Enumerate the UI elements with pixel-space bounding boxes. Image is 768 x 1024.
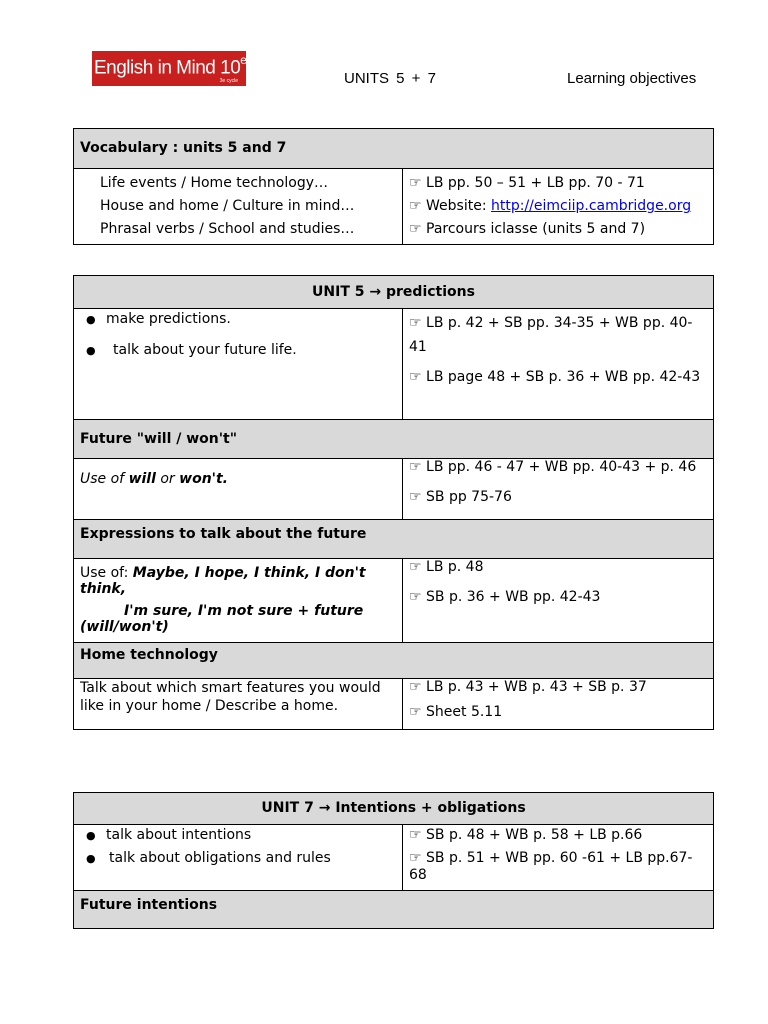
pointing-hand-icon: ☞ (409, 315, 422, 331)
pointing-hand-icon: ☞ (409, 850, 422, 866)
reference-item: ☞ LB p. 48 (409, 559, 484, 575)
vocabulary-topics (74, 169, 403, 245)
home-technology-references (403, 679, 714, 730)
expressions-line: I'm sure, I'm not sure + future (will/won't) (80, 603, 364, 635)
expressions-usage (74, 559, 403, 643)
pointing-hand-icon: ☞ (409, 221, 422, 237)
expressions-references (403, 559, 714, 643)
unit5-heading: UNIT 5 → predictions (74, 276, 714, 309)
logo-text: English in Mind 10e (94, 53, 247, 79)
reference-item: ☞ SB p. 51 + WB pp. 60 -61 + LB pp.67-68 (409, 850, 693, 883)
home-technology-text: Talk about which smart features you would like in your home / Describe a home. (74, 679, 403, 730)
objective-item: ● talk about intentions (80, 827, 396, 844)
expressions-line: Use of: Maybe, I hope, I think, I don't think, (80, 565, 366, 597)
pointing-hand-icon: ☞ (409, 489, 422, 505)
vocab-topic: House and home / Culture in mind… (100, 198, 355, 214)
vocabulary-heading: Vocabulary : units 5 and 7 (74, 129, 714, 169)
pointing-hand-icon: ☞ (409, 198, 422, 214)
reference-item: ☞ SB p. 36 + WB pp. 42-43 (409, 589, 601, 605)
reference-item: ☞ Website: http://eimciip.cambridge.org (409, 198, 692, 214)
unit7-objectives (74, 825, 403, 891)
reference-item: ☞ SB pp 75-76 (409, 489, 512, 505)
logo (92, 51, 246, 86)
arrow-right-icon: → (369, 283, 382, 300)
reference-item: ☞ Sheet 5.11 (409, 704, 503, 720)
future-will-references (403, 459, 714, 520)
pointing-hand-icon: ☞ (409, 589, 422, 605)
learning-objectives-title: Learning objectives (567, 70, 697, 87)
pointing-hand-icon: ☞ (409, 369, 422, 385)
reference-item: ☞ LB p. 43 + WB p. 43 + SB p. 37 (409, 679, 647, 695)
reference-item: ☞ Parcours iclasse (units 5 and 7) (409, 221, 646, 237)
pointing-hand-icon: ☞ (409, 459, 422, 475)
vocabulary-table (73, 128, 714, 245)
pointing-hand-icon: ☞ (409, 679, 422, 695)
reference-item: ☞ LB p. 42 + SB pp. 34-35 + WB pp. 40-41 (409, 315, 693, 355)
reference-item: ☞ LB page 48 + SB p. 36 + WB pp. 42-43 (409, 369, 701, 385)
objective-item: ● talk about your future life. (80, 342, 396, 359)
reference-item: ☞ LB pp. 50 – 51 + LB pp. 70 - 71 (409, 175, 645, 191)
pointing-hand-icon: ☞ (409, 827, 422, 843)
unit5-table (73, 275, 714, 730)
pointing-hand-icon: ☞ (409, 559, 422, 575)
unit5-objective-references (403, 309, 714, 420)
units-title: UNITS 5 + 7 (344, 70, 436, 87)
unit5-objectives (74, 309, 403, 420)
home-technology-heading: Home technology (74, 643, 714, 679)
future-will-heading: Future "will / won't" (74, 420, 714, 459)
unit7-table (73, 792, 714, 929)
arrow-right-icon: → (318, 800, 331, 816)
pointing-hand-icon: ☞ (409, 704, 422, 720)
unit7-heading: UNIT 7 → Intentions + obligations (74, 793, 714, 825)
future-intentions-heading: Future intentions (74, 891, 714, 929)
unit7-objective-references (403, 825, 714, 891)
objective-item: ● talk about obligations and rules (80, 850, 396, 867)
expressions-heading: Expressions to talk about the future (74, 520, 714, 559)
website-link[interactable]: http://eimciip.cambridge.org (491, 198, 692, 214)
future-will-usage: Use of will or won't. (74, 459, 403, 520)
reference-item: ☞ LB pp. 46 - 47 + WB pp. 40-43 + p. 46 (409, 459, 697, 475)
vocab-topic: Phrasal verbs / School and studies… (100, 221, 355, 237)
pointing-hand-icon: ☞ (409, 175, 422, 191)
logo-subtext: 3e cycle (219, 78, 238, 84)
vocab-topic: Life events / Home technology… (100, 175, 328, 191)
vocabulary-references (403, 169, 714, 245)
reference-item: ☞ SB p. 48 + WB p. 58 + LB p.66 (409, 827, 643, 843)
objective-item: ● make predictions. (80, 311, 396, 328)
